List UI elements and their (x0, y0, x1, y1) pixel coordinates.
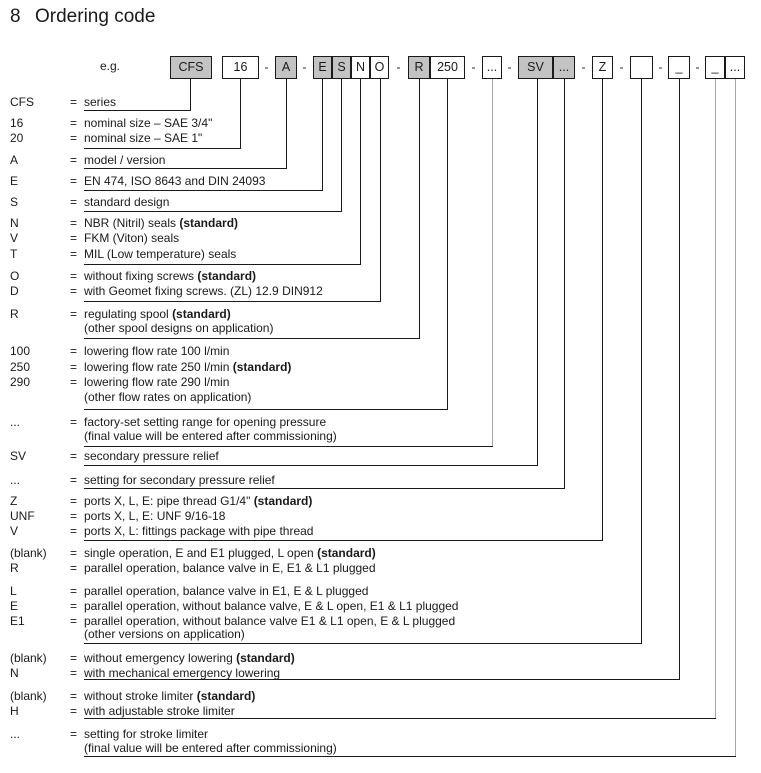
legend-code: N (10, 216, 19, 230)
legend-code: T (10, 247, 18, 261)
legend-equals: = (70, 599, 78, 613)
legend-code: 290 (10, 375, 31, 389)
legend-equals: = (70, 195, 78, 209)
legend-equals: = (70, 375, 78, 389)
legend-equals: = (70, 116, 78, 130)
connector-line-emergency-lowering (679, 79, 680, 680)
code-separator: - (658, 60, 663, 74)
connector-line-norm (322, 79, 323, 191)
code-separator: - (471, 60, 476, 74)
legend-equals: = (70, 546, 78, 560)
legend-equals: = (70, 727, 78, 741)
code-box-norm: E (313, 56, 332, 79)
connector-line-stroke-setting (735, 79, 736, 757)
legend-equals: = (70, 584, 78, 598)
code-box-secondary-setting: ... (553, 56, 575, 79)
underline-seals (84, 264, 361, 265)
legend-code: (blank) (10, 651, 47, 665)
connector-line-stroke-limiter (715, 79, 716, 719)
legend-text: nominal size – SAE 3/4" (84, 116, 213, 130)
legend-text: secondary pressure relief (84, 449, 219, 463)
legend-code: (blank) (10, 546, 47, 560)
code-box-stroke-limiter: _ (705, 56, 725, 79)
underline-model (84, 168, 287, 169)
code-separator: - (507, 60, 512, 74)
legend-text: parallel operation, balance valve in E1, E & L plugged (84, 584, 369, 598)
legend-code: UNF (10, 509, 35, 523)
connector-line-flow-rate (447, 79, 448, 410)
underline-design (84, 211, 342, 212)
legend-equals: = (70, 216, 78, 230)
code-box-ports: Z (592, 56, 613, 79)
legend-equals: = (70, 174, 78, 188)
legend-text: ports X, L: fittings package with pipe thread (84, 524, 314, 538)
legend-equals: = (70, 344, 78, 358)
legend-code: R (10, 307, 19, 321)
legend-code: E (10, 174, 19, 188)
legend-code: 250 (10, 360, 31, 374)
connector-line-model (286, 79, 287, 169)
legend-equals: = (70, 651, 78, 665)
legend-text: without emergency lowering (standard) (84, 651, 295, 665)
code-separator: - (264, 60, 269, 74)
legend-code: O (10, 269, 20, 283)
code-box-secondary-relief: SV (518, 56, 553, 79)
code-box-opening-pressure: ... (482, 56, 502, 79)
legend-code: E1 (10, 614, 25, 628)
legend-text: (final value will be entered after commissioning) (84, 429, 337, 443)
code-box-seals: N (351, 56, 370, 79)
legend-text: with adjustable stroke limiter (84, 704, 235, 718)
legend-text: ports X, L, E: pipe thread G1/4" (standard) (84, 494, 313, 508)
underline-nominal-size (84, 148, 241, 149)
legend-text: FKM (Viton) seals (84, 231, 180, 245)
legend-text: parallel operation, balance valve in E, E1 & L1 plugged (84, 561, 376, 575)
legend-text: lowering flow rate 100 l/min (84, 344, 230, 358)
legend-text: (other versions on application) (84, 627, 245, 641)
code-separator: - (619, 60, 624, 74)
legend-code: (blank) (10, 689, 47, 703)
legend-text: nominal size – SAE 1" (84, 131, 203, 145)
legend-equals: = (70, 415, 78, 429)
legend-text: series (84, 95, 117, 109)
legend-code: Z (10, 494, 18, 508)
legend-text: NBR (Nitril) seals (standard) (84, 216, 239, 230)
legend-text: (other spool designs on application) (84, 321, 274, 335)
code-box-fixing-screws: O (370, 56, 389, 79)
connector-line-series (190, 79, 191, 111)
section-number: 8 (10, 6, 21, 27)
underline-flow-rate (84, 409, 448, 410)
underline-fixing-screws (84, 301, 381, 302)
legend-equals: = (70, 689, 78, 703)
connector-line-fixing-screws (380, 79, 381, 302)
code-box-emergency-lowering: _ (668, 56, 690, 79)
legend-code: D (10, 284, 19, 298)
example-label: e.g. (100, 59, 121, 73)
legend-equals: = (70, 666, 78, 680)
legend-text: (final value will be entered after commissioning) (84, 741, 337, 755)
code-separator: - (396, 60, 401, 74)
legend-code: 20 (10, 131, 24, 145)
connector-line-nominal-size (240, 79, 241, 149)
code-separator: - (302, 60, 307, 74)
code-box-operation (630, 56, 653, 79)
legend-code: N (10, 666, 19, 680)
connector-line-seals (360, 79, 361, 265)
code-separator: - (695, 60, 700, 74)
connector-line-operation (641, 79, 642, 644)
legend-text: ports X, L, E: UNF 9/16-18 (84, 509, 226, 523)
legend-code: ... (10, 473, 21, 487)
legend-code: E (10, 599, 19, 613)
legend-equals: = (70, 269, 78, 283)
legend-text: single operation, E and E1 plugged, L open (standard) (84, 546, 376, 560)
legend-equals: = (70, 561, 78, 575)
legend-text: without fixing screws (standard) (84, 269, 257, 283)
legend-equals: = (70, 131, 78, 145)
underline-ports (84, 540, 603, 541)
code-box-design: S (332, 56, 351, 79)
legend-text: setting for stroke limiter (84, 727, 209, 741)
legend-code: V (10, 231, 19, 245)
connector-line-ports (602, 79, 603, 541)
legend-equals: = (70, 449, 78, 463)
connector-line-spool (419, 79, 420, 339)
underline-stroke-setting (84, 756, 736, 757)
legend-text: without stroke limiter (standard) (84, 689, 256, 703)
underline-series (84, 110, 191, 111)
legend-text: model / version (84, 153, 166, 167)
code-box-model: A (275, 56, 297, 79)
legend-equals: = (70, 614, 78, 628)
code-box-stroke-setting: ... (725, 56, 745, 79)
connector-line-design (341, 79, 342, 212)
underline-spool (84, 338, 420, 339)
legend-code: 100 (10, 344, 31, 358)
legend-equals: = (70, 704, 78, 718)
legend-code: V (10, 524, 19, 538)
legend-text: setting for secondary pressure relief (84, 473, 275, 487)
legend-text: regulating spool (standard) (84, 307, 231, 321)
legend-text: MIL (Low temperature) seals (84, 247, 237, 261)
page-title: Ordering code (35, 6, 156, 27)
legend-equals: = (70, 95, 78, 109)
legend-code: ... (10, 727, 21, 741)
code-box-nominal-size: 16 (222, 56, 259, 79)
legend-equals: = (70, 153, 78, 167)
legend-text: with Geomet fixing screws. (ZL) 12.9 DIN912 (84, 284, 323, 298)
legend-equals: = (70, 473, 78, 487)
legend-code: R (10, 561, 19, 575)
connector-line-secondary-setting (564, 79, 565, 489)
legend-text: with mechanical emergency lowering (84, 666, 281, 680)
underline-operation (84, 643, 642, 644)
legend-code: 16 (10, 116, 24, 130)
legend-equals: = (70, 494, 78, 508)
legend-equals: = (70, 307, 78, 321)
legend-code: L (10, 584, 17, 598)
connector-line-opening-pressure (492, 79, 493, 447)
underline-opening-pressure (84, 446, 493, 447)
legend-text: (other flow rates on application) (84, 390, 252, 404)
legend-equals: = (70, 360, 78, 374)
legend-code: CFS (10, 95, 34, 109)
legend-code: H (10, 704, 19, 718)
legend-equals: = (70, 509, 78, 523)
legend-text: lowering flow rate 290 l/min (84, 375, 230, 389)
code-box-spool: R (408, 56, 430, 79)
legend-code: SV (10, 449, 27, 463)
code-box-flow-rate: 250 (430, 56, 465, 79)
legend-text: EN 474, ISO 8643 and DIN 24093 (84, 174, 266, 188)
legend-equals: = (70, 524, 78, 538)
legend-text: standard design (84, 195, 170, 209)
underline-stroke-limiter (84, 718, 716, 719)
legend-equals: = (70, 231, 78, 245)
underline-secondary-setting (84, 488, 565, 489)
code-separator: - (581, 60, 586, 74)
legend-text: parallel operation, without balance valve E1 & L1 open, E & L plugged (84, 614, 456, 628)
legend-code: S (10, 195, 19, 209)
legend-equals: = (70, 247, 78, 261)
legend-code: ... (10, 415, 21, 429)
legend-text: lowering flow rate 250 l/min (standard) (84, 360, 292, 374)
legend-text: parallel operation, without balance valve, E & L open, E1 & L1 plugged (84, 599, 459, 613)
connector-line-secondary-relief (537, 79, 538, 466)
legend-code: A (10, 153, 19, 167)
legend-equals: = (70, 284, 78, 298)
underline-secondary-relief (84, 465, 538, 466)
legend-text: factory-set setting range for opening pressure (84, 415, 327, 429)
code-box-series: CFS (170, 56, 212, 79)
underline-norm (84, 190, 323, 191)
